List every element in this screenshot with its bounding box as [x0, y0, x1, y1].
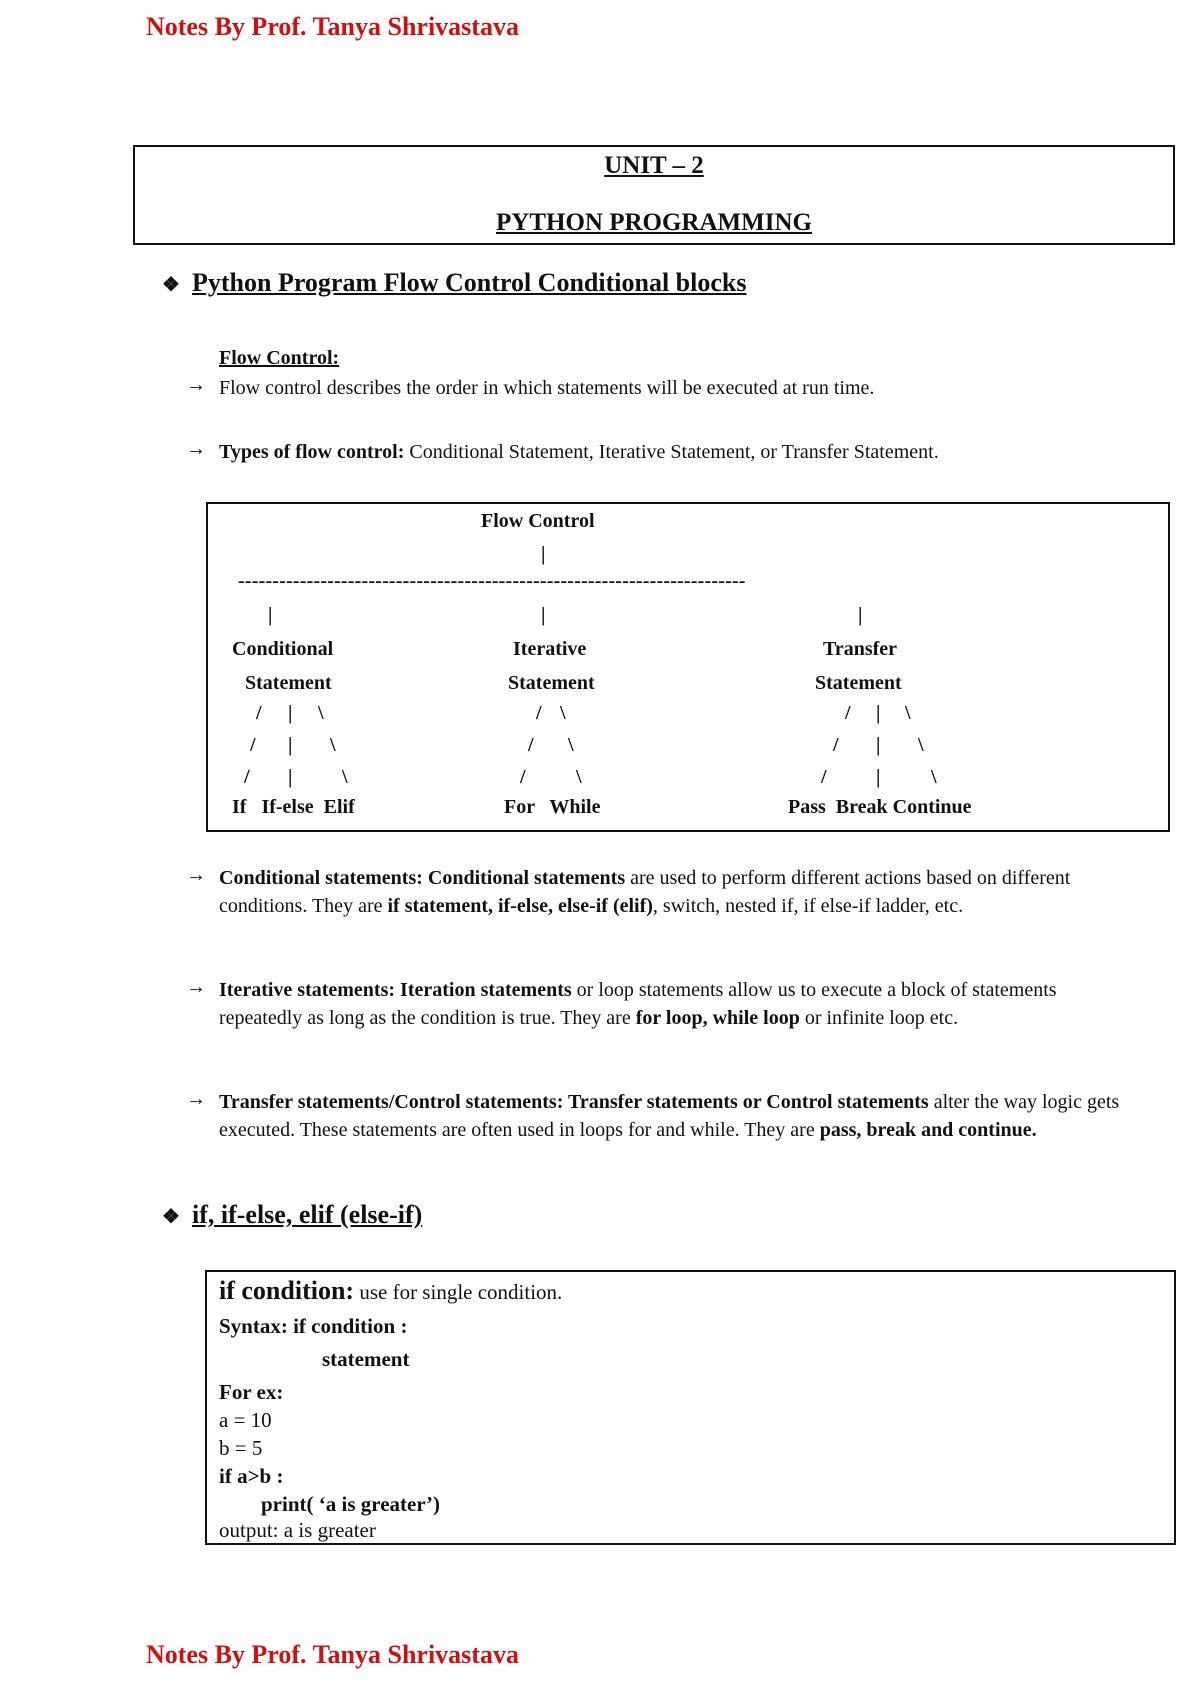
section1-heading-text: Python Program Flow Control Conditional blocks — [192, 268, 747, 297]
conditional-label: Conditional statements: Conditional statements — [219, 867, 626, 889]
if-for-ex: For ex: — [219, 1380, 284, 1404]
branch-pipe: | — [876, 766, 881, 788]
diagram-pipe-iterative: | — [541, 604, 546, 626]
if-syntax: Syntax: if condition : — [219, 1314, 408, 1338]
conditional-text2: , switch, nested if, if else-if ladder, etc. — [652, 895, 964, 917]
iterative-text2: or infinite loop etc. — [799, 1007, 959, 1029]
branch-left: / — [821, 766, 827, 788]
branch-right: \ — [560, 702, 566, 724]
diagram-conditional-line2: Statement — [245, 672, 332, 694]
unit-subject: PYTHON PROGRAMMING — [496, 209, 812, 236]
branch-right: \ — [318, 702, 324, 724]
arrow-icon: → — [186, 374, 206, 396]
section2-heading — [162, 1200, 422, 1230]
if-line-b: b = 5 — [219, 1436, 263, 1460]
flow-control-subheading: Flow Control: — [219, 347, 340, 369]
conditional-description — [219, 864, 1144, 920]
transfer-text1: alter the way logic gets executed. These statements are often used in loops for and while. They are — [219, 1091, 1120, 1141]
diagram-conditional-children: If If-else Elif — [232, 796, 355, 818]
branch-pipe: | — [876, 702, 881, 724]
types-text: Conditional Statement, Iterative Statement, or Transfer Statement. — [404, 441, 939, 463]
branch-left: / — [528, 734, 534, 756]
conditional-bold1: if statement, if-else, else-if (elif) — [387, 895, 653, 917]
unit-number: UNIT – 2 — [604, 152, 704, 179]
branch-left: / — [520, 766, 526, 788]
branch-left: / — [536, 702, 542, 724]
diagram-pipe-conditional: | — [268, 604, 273, 626]
branch-left: / — [244, 766, 250, 788]
if-condition-title — [219, 1276, 562, 1306]
flow-control-diagram — [206, 502, 1170, 832]
diagram-transfer-children: Pass Break Continue — [788, 796, 972, 818]
diagram-conditional-line1: Conditional — [232, 638, 334, 660]
if-output: output: a is greater — [219, 1518, 376, 1542]
if-line-a: a = 10 — [219, 1408, 272, 1432]
branch-pipe: | — [288, 766, 293, 788]
diamond-bullet-icon: ❖ — [162, 1206, 180, 1228]
branch-pipe: | — [876, 734, 881, 756]
conditional-text1: are used to perform different actions based on different conditions. They are — [219, 867, 1071, 917]
diagram-transfer-line1: Transfer — [823, 638, 898, 660]
section1-heading — [162, 268, 746, 298]
flow-control-types — [219, 438, 1144, 466]
unit-title-box — [133, 145, 1175, 245]
header-notes: Notes By Prof. Tanya Shrivastava — [146, 12, 519, 41]
branch-right: \ — [905, 702, 911, 724]
if-line-print: print( ‘a is greater’) — [261, 1492, 441, 1516]
branch-right: \ — [931, 766, 937, 788]
branch-left: / — [845, 702, 851, 724]
diagram-transfer-line2: Statement — [815, 672, 902, 694]
diagram-root-pipe: | — [541, 543, 546, 565]
branch-right: \ — [918, 734, 924, 756]
diagram-dash-line: -------------------------------------------------------------------------- — [238, 570, 746, 592]
transfer-label: Transfer statements/Control statements: Transfer statements or Control statements — [219, 1091, 929, 1113]
iterative-label: Iterative statements: Iteration statements — [219, 979, 572, 1001]
diagram-iterative-line1: Iterative — [513, 638, 587, 660]
branch-left: / — [250, 734, 256, 756]
arrow-icon: → — [186, 438, 206, 460]
section2-heading-text: if, if-else, elif (else-if) — [192, 1200, 423, 1229]
branch-right: \ — [568, 734, 574, 756]
if-statement: statement — [322, 1347, 410, 1371]
branch-right: \ — [576, 766, 582, 788]
diagram-root: Flow Control — [481, 510, 595, 532]
transfer-bold1: pass, break and continue. — [819, 1119, 1037, 1141]
iterative-description — [219, 976, 1144, 1032]
branch-right: \ — [330, 734, 336, 756]
if-condition-desc: use for single condition. — [354, 1280, 563, 1304]
diagram-iterative-line2: Statement — [508, 672, 595, 694]
branch-right: \ — [342, 766, 348, 788]
branch-pipe: | — [288, 734, 293, 756]
branch-left: / — [256, 702, 262, 724]
flow-control-definition: Flow control describes the order in which statements will be executed at run time. — [219, 377, 875, 399]
diagram-iterative-children: For While — [504, 796, 601, 818]
iterative-bold1: for loop, while loop — [635, 1007, 800, 1029]
if-condition-label: if condition: — [219, 1276, 355, 1305]
if-condition-box — [205, 1270, 1176, 1545]
transfer-description — [219, 1088, 1144, 1144]
types-label: Types of flow control: — [219, 441, 405, 463]
footer-notes: Notes By Prof. Tanya Shrivastava — [146, 1640, 519, 1669]
branch-left: / — [833, 734, 839, 756]
branch-pipe: | — [288, 702, 293, 724]
iterative-text1: or loop statements allow us to execute a block of statements repeatedly as long as the condition is true. They are — [219, 979, 1057, 1029]
arrow-icon: → — [186, 864, 206, 886]
diagram-pipe-transfer: | — [858, 604, 863, 626]
arrow-icon: → — [186, 1088, 206, 1110]
diamond-bullet-icon: ❖ — [162, 274, 180, 296]
if-line-if: if a>b : — [219, 1464, 284, 1488]
arrow-icon: → — [186, 976, 206, 998]
